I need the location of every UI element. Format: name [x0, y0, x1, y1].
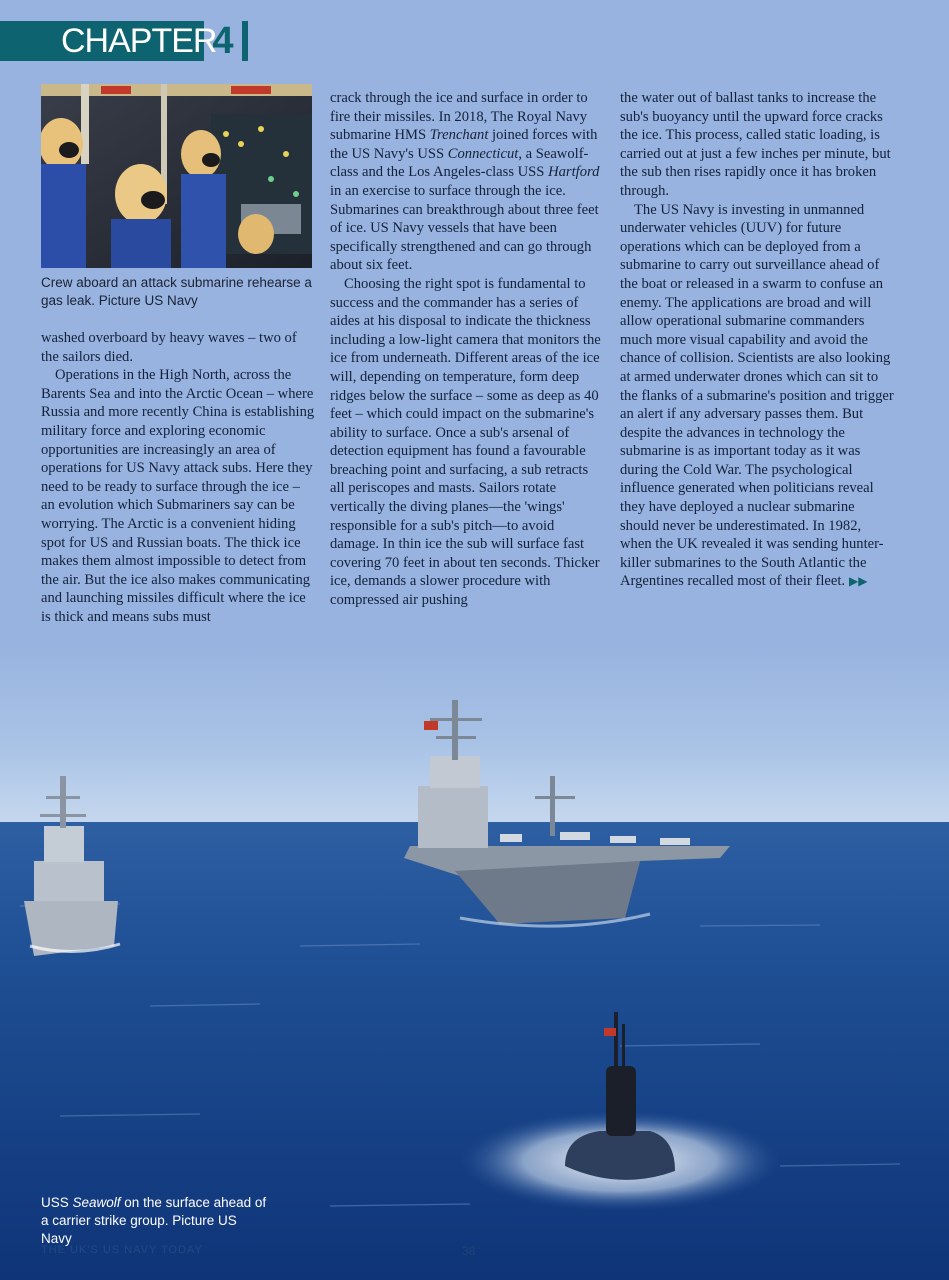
fleet-photo-caption: USS Seawolf on the surface ahead of a carrier strike group. Picture US Navy — [41, 1195, 267, 1246]
paragraph: Choosing the right spot is fundamental to success and the commander has a series of aides at his disposal to indicate the thickness including a low-light camera that monitors the ice from underneath. Different areas of the ice will, depending on temperature, form deep ridges below the surface – some as deep as 40 feet – which could impact on the submarine's ability to surface. Once a sub's arsenal of detection equipment has found a favourable breaching point and surfacing, a sub retracts all periscopes and masts. Sailors rotate vertically the diving planes—the 'wings' responsible for a sub's pitch—to avoid damage. In thin ice the sub will surface fast covering 70 feet in about ten seconds. Thicker ice, demands a slower procedure with compressed air pushing — [330, 275, 601, 609]
fleet-photo — [0, 646, 949, 1280]
page-number: 38 — [462, 1244, 476, 1258]
crew-photo-caption: Crew aboard an attack submarine rehearse a gas leak. Picture US Navy — [41, 275, 312, 308]
chapter-number: 4 — [204, 21, 248, 61]
paragraph: the water out of ballast tanks to increase the sub's buoyancy until the upward force cracks the ice. This process, called static loading, is carried out at just a few inches per minute, but the sub then rises rapidly once it has broken through. — [620, 90, 891, 199]
chapter-header — [0, 21, 248, 61]
ship-name: Connecticut — [447, 145, 519, 162]
crew-photo — [41, 84, 312, 268]
text-column-1 — [41, 329, 315, 627]
ship-name: Seawolf — [72, 1195, 121, 1210]
paragraph: crack through the ice and surface in order to fire their missiles. In 2018, The Royal Navy submarine HMS Trenchant joined forces with the US Navy's USS Connecticut, a Seawolf-class and the Los Angeles-class USS Hartford in an exercise to surface through the ice. Submarines can breakthrough about three feet of ice. US Navy vessels that have been specifically strengthened and can go through about six feet. — [330, 90, 600, 274]
ship-name: Trenchant — [429, 127, 489, 144]
ship-name: Hartford — [548, 164, 600, 181]
chapter-label: CHAPTER — [0, 21, 204, 61]
end-of-article-icon: ▶▶ — [849, 574, 868, 589]
text-column-3 — [620, 89, 894, 591]
paragraph: The US Navy is investing in unmanned underwater vehicles (UUV) for future operations which can be deployed from a submarine to carry out surveillance ahead of the boat or released in a swarm to confuse an enemy. The applications are broad and will allow operational submarine commanders much more visual capability and avoid the chance of collision. Scientists are also looking at armed underwater drones which can sit to the flanks of a submarine's position and trigger an alert if any adversary passes them. But despite the advances in technology the submarine is as important today as it was during the Cold War. The psychological influence generated when politicians reveal they have deployed a nuclear submarine should never be underestimated. In 1982, when the UK revealed it was sending hunter-killer submarines to the South Atlantic the Argentines recalled most of their fleet. ▶▶ — [620, 201, 894, 590]
publication-footer: THE UK'S US NAVY TODAY — [41, 1244, 203, 1256]
paragraph: Operations in the High North, across the Barents Sea and into the Arctic Ocean – where Russia and more recently China is establishing military force and exploring economic opportunities are increasingly an area of operations for US Navy attack subs. Here they need to be ready to surface through the ice – an evolution which Submariners say can be worrying. The Arctic is a convenient hiding spot for US and Russian boats. The thick ice makes them almost impossible to detect from the air. But the ice also makes communicating and launching missiles difficult where the ice is thick and means subs must — [41, 367, 315, 625]
paragraph: washed overboard by heavy waves – two of the sailors died. — [41, 330, 297, 365]
text-column-2 — [330, 89, 605, 610]
